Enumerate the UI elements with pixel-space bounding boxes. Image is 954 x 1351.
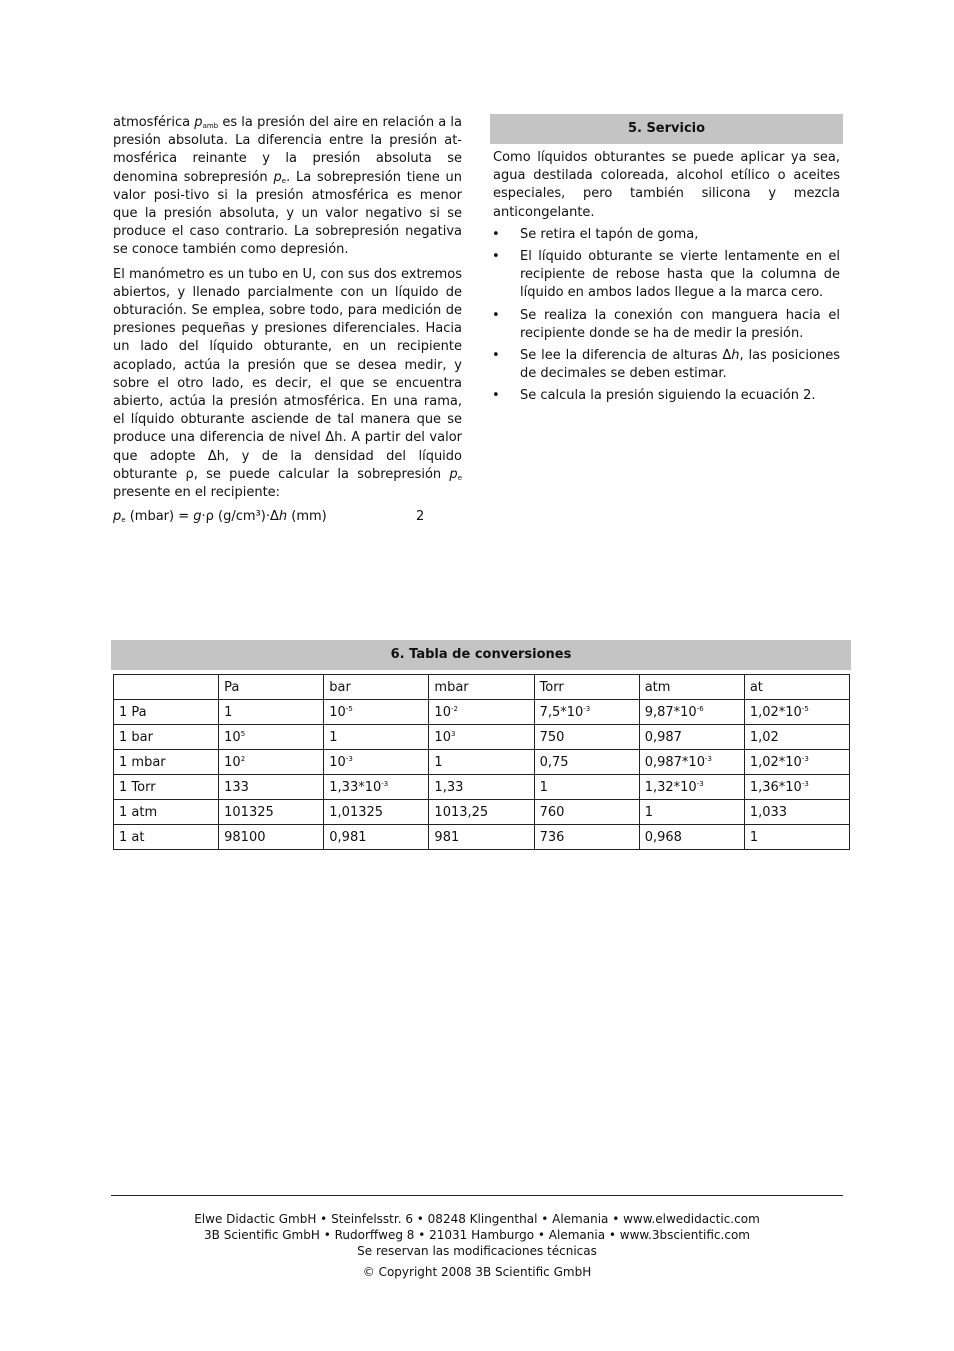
table-row: [114, 750, 850, 775]
subscript-e: e: [281, 176, 287, 185]
cell-exponent: -3: [704, 754, 712, 763]
table-cell: [639, 800, 744, 825]
cell-value: Pa: [224, 679, 240, 695]
table-cell: [114, 675, 219, 700]
list-item: [490, 347, 840, 383]
equation-text: (mm): [287, 509, 327, 525]
table-row: [114, 825, 850, 850]
subscript-e: e: [121, 516, 126, 525]
symbol-h: h: [278, 509, 288, 525]
paragraph-atmospheric-pressure: [113, 114, 462, 260]
text-run: El manómetro es un tubo en U, con sus dos extremos abiertos, y llenado parcialmente con un líquido de obturación. Se emplea, sobre todo, para medición de presiones pequeñas y presiones diferenciales. Hacia un lado del líquido obturante, en un recipiente acoplado, actúa la presión que se desea medir, y sobre el otro lado, es decir, el que se encuentra abierto, actúa la presión atmosférica. En una rama, el líquido obturante asciende de tal manera que se produce una diferencia de nivel Δh. A partir del valor que adopte Δh, y de la densidad del líquido obturante ρ, se puede calcular la sobrepresión: [113, 266, 462, 482]
table-cell: [744, 750, 849, 775]
table-cell: [219, 775, 324, 800]
symbol-p: p: [273, 169, 282, 185]
table-cell: [219, 725, 324, 750]
table-cell: [639, 825, 744, 850]
table-cell: [114, 800, 219, 825]
cell-value: 750: [539, 729, 565, 745]
table-cell: [114, 750, 219, 775]
cell-value: 0,987*10: [644, 754, 705, 770]
table-cell: [534, 775, 639, 800]
equation-text: (mbar) =: [125, 509, 194, 525]
cell-value: 10: [224, 754, 241, 770]
table-cell: [324, 725, 429, 750]
bullet-icon: •: [492, 249, 500, 265]
cell-value: 1: [329, 729, 338, 745]
cell-value: 1 mbar: [119, 754, 166, 770]
cell-value: 1,02*10: [749, 704, 802, 720]
cell-value: mbar: [434, 679, 469, 695]
equation-number: 2: [416, 509, 425, 525]
table-cell: [429, 800, 534, 825]
table-cell: [324, 775, 429, 800]
table-cell: [744, 800, 849, 825]
table-row: [114, 700, 850, 725]
table-cell: [429, 700, 534, 725]
cell-exponent: -3: [345, 754, 353, 763]
cell-value: 1: [644, 804, 653, 820]
cell-exponent: -3: [381, 779, 389, 788]
table-cell: [744, 825, 849, 850]
cell-value: 9,87*10: [644, 704, 697, 720]
symbol-p: p: [113, 509, 122, 525]
table-cell: [744, 675, 849, 700]
service-steps: [490, 226, 843, 406]
list-item: [490, 387, 840, 405]
table-cell: [114, 825, 219, 850]
cell-value: 0,987: [644, 729, 682, 745]
table-cell: [534, 750, 639, 775]
cell-exponent: -6: [696, 704, 704, 713]
table-cell: [114, 775, 219, 800]
bullet-icon: •: [492, 226, 500, 242]
cell-value: 1,033: [749, 804, 788, 820]
table-cell: [639, 675, 744, 700]
cell-value: at: [749, 679, 763, 695]
cell-exponent: -3: [801, 754, 809, 763]
cell-value: 0,968: [644, 829, 682, 845]
symbol-h: h: [731, 348, 740, 364]
cell-exponent: -3: [696, 779, 704, 788]
cell-value: 10: [434, 704, 451, 720]
table-row: [114, 725, 850, 750]
cell-exponent: 3: [450, 729, 456, 738]
table-cell: [219, 750, 324, 775]
table-cell: [324, 675, 429, 700]
footer: [111, 1211, 843, 1280]
table-cell: [534, 675, 639, 700]
service-heading: 5. Servicio: [490, 114, 843, 144]
cell-exponent: -3: [583, 704, 591, 713]
table-cell: [639, 725, 744, 750]
footer-address-3b: 3B Scientific GmbH • Rudorffweg 8 • 21031 Hamburgo • Alemania • www.3bscientific.com: [204, 1228, 750, 1242]
table-cell: [639, 750, 744, 775]
footer-divider: [111, 1195, 843, 1196]
table-cell: [534, 725, 639, 750]
cell-value: 1,02: [749, 729, 779, 745]
subscript-e: e: [457, 473, 462, 482]
cell-exponent: -5: [345, 704, 353, 713]
table-cell: [114, 700, 219, 725]
table-cell: [114, 725, 219, 750]
cell-value: 1,01325: [329, 804, 384, 820]
text-run: es la presión del aire en relación a la presión absoluta. La diferencia entre la presión at-mosférica reinante y la presión absoluta se denomina sobrepresión: [113, 115, 462, 185]
cell-value: 736: [539, 829, 565, 845]
table-cell: [429, 775, 534, 800]
cell-value: 1,32*10: [644, 779, 697, 795]
cell-value: 1: [434, 754, 443, 770]
text-run: atmosférica: [113, 115, 195, 130]
table-cell: [324, 800, 429, 825]
cell-value: 1,33: [434, 779, 464, 795]
cell-value: 10: [224, 729, 241, 745]
cell-value: 1 at: [119, 829, 145, 845]
list-item: [490, 226, 840, 244]
text-run: . La sobrepresión tiene un valor posi-tivo si la presión atmosférica es menor que la presión absoluta, y un valor negativo si se produce el caso contrario. La sobrepresión negativa se conoce también como depresión.: [113, 169, 462, 258]
cell-value: atm: [644, 679, 671, 695]
table-cell: [639, 700, 744, 725]
table-cell: [219, 675, 324, 700]
subscript-amb: amb: [202, 122, 219, 130]
cell-value: 1: [749, 829, 759, 845]
cell-exponent: 5: [240, 729, 246, 738]
service-intro: Como líquidos obturantes se puede aplicar ya sea, agua destilada coloreada, alcohol etílico o aceites especiales, pero también silicona y mezcla anticongelante.: [493, 150, 840, 220]
table-row: [114, 775, 850, 800]
conversion-table-body: [114, 675, 850, 850]
table-cell: [534, 800, 639, 825]
footer-address-elwe: Elwe Didactic GmbH • Steinfelsstr. 6 • 08248 Klingenthal • Alemania • www.elwedidactic.com: [194, 1212, 760, 1226]
cell-value: 1,33*10: [329, 779, 382, 795]
table-cell: [429, 725, 534, 750]
cell-value: Torr: [539, 679, 564, 695]
bullet-icon: •: [492, 348, 500, 364]
footer-notice: Se reservan las modificaciones técnicas: [357, 1244, 597, 1258]
table-cell: [429, 675, 534, 700]
list-item-text: , las posiciones de decimales se deben estimar.: [520, 348, 840, 382]
paragraph-manometer: [113, 266, 462, 503]
list-item: [490, 248, 840, 303]
cell-exponent: 2: [240, 754, 246, 763]
footer-copyright: © Copyright 2008 3B Scientific GmbH: [362, 1265, 592, 1279]
cell-value: 1 Pa: [119, 704, 147, 720]
cell-value: 10: [434, 729, 451, 745]
cell-value: 10: [329, 704, 346, 720]
cell-value: 1 atm: [119, 804, 158, 820]
cell-value: 1,02*10: [749, 754, 802, 770]
cell-value: 1 bar: [119, 729, 153, 745]
table-cell: [324, 825, 429, 850]
table-cell: [744, 700, 849, 725]
table-cell: [429, 750, 534, 775]
table-cell: [429, 825, 534, 850]
cell-value: 0,981: [329, 829, 367, 845]
table-cell: [324, 750, 429, 775]
table-cell: [219, 825, 324, 850]
table-cell: [219, 700, 324, 725]
table-cell: [744, 725, 849, 750]
list-item-text: Se retira el tapón de goma,: [520, 226, 699, 242]
list-item-text: Se lee la diferencia de alturas Δ: [520, 348, 732, 364]
cell-value: 1,36*10: [749, 779, 802, 795]
table-cell: [534, 825, 639, 850]
list-item-text: El líquido obturante se vierte lentamente en el recipiente de rebose hasta que la columna de líquido en ambos lados llegue a la marca cero.: [520, 249, 840, 301]
bullet-icon: •: [492, 388, 500, 404]
table-cell: [534, 700, 639, 725]
cell-value: 98100: [224, 829, 266, 845]
bullet-icon: •: [492, 307, 500, 323]
cell-value: 1 Torr: [119, 779, 156, 795]
cell-value: 101325: [224, 804, 274, 820]
left-column: [113, 114, 462, 528]
cell-value: 1: [224, 704, 233, 720]
symbol-g: g: [193, 509, 202, 525]
equation-2: [113, 508, 462, 528]
table-cell: [219, 800, 324, 825]
cell-value: 0,75: [539, 754, 569, 770]
symbol-p: p: [194, 115, 203, 130]
cell-exponent: -3: [801, 779, 809, 788]
equation-text: ·ρ (g/cm³)·Δ: [201, 509, 279, 525]
cell-value: 1: [539, 779, 548, 795]
cell-value: 760: [539, 804, 565, 820]
cell-value: 1013,25: [434, 804, 489, 820]
cell-exponent: -5: [801, 704, 809, 713]
conversion-table: [113, 674, 850, 850]
table-row: [114, 800, 850, 825]
symbol-p: p: [449, 466, 458, 482]
service-section: [490, 114, 843, 410]
cell-exponent: -2: [450, 704, 458, 713]
table-header-row: [114, 675, 850, 700]
table-cell: [639, 775, 744, 800]
conversion-table-heading: 6. Tabla de conversiones: [111, 640, 851, 670]
cell-value: 7,5*10: [539, 704, 584, 720]
list-item: [490, 307, 840, 343]
cell-value: 133: [224, 779, 249, 795]
cell-value: bar: [329, 679, 351, 695]
list-item-text: Se calcula la presión siguiendo la ecuación 2.: [520, 388, 816, 404]
table-cell: [324, 700, 429, 725]
list-item-text: Se realiza la conexión con manguera hacia el recipiente donde se ha de medir la presión.: [520, 307, 840, 341]
cell-value: 981: [434, 829, 460, 845]
table-cell: [744, 775, 849, 800]
cell-value: 10: [329, 754, 346, 770]
text-run: presente en el recipiente:: [113, 485, 281, 501]
